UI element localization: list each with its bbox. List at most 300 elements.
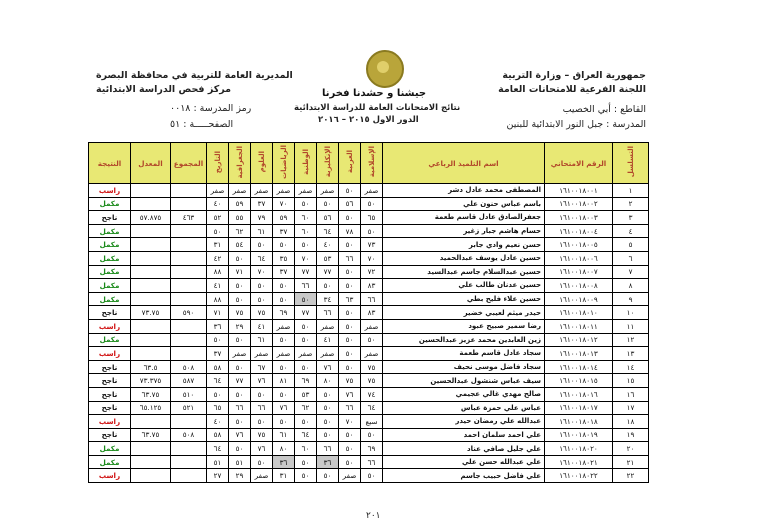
grade-cell: ٦٩ bbox=[295, 374, 317, 388]
grade-cell: ٦٦ bbox=[339, 401, 361, 415]
table-row bbox=[89, 292, 649, 306]
grade-cell: ٥٠ bbox=[339, 360, 361, 374]
grade-cell: ٣٤ bbox=[317, 292, 339, 306]
grade-cell: ٥٠ bbox=[295, 292, 317, 306]
grade-cell: صفر bbox=[251, 347, 273, 361]
column-header bbox=[251, 143, 273, 184]
grade-cell: صفر bbox=[295, 347, 317, 361]
table-row bbox=[89, 224, 649, 238]
student-name-cell: حسن نعيم وادي جابر bbox=[383, 238, 545, 252]
exam-number-cell: ١٦١٠٠١٨٠٠٩ bbox=[545, 292, 613, 306]
serial-cell: ٤ bbox=[613, 224, 649, 238]
serial-cell: ٨ bbox=[613, 279, 649, 293]
student-name-cell: باسم عباس حنون علي bbox=[383, 197, 545, 211]
serial-cell: ١٩ bbox=[613, 428, 649, 442]
grade-cell: ٦٤ bbox=[207, 374, 229, 388]
total-cell: ٥٠٨ bbox=[171, 360, 207, 374]
exam-number-cell: ١٦١٠٠١٨٠٢٢ bbox=[545, 469, 613, 483]
serial-cell: ١١ bbox=[613, 319, 649, 333]
exam-number-cell: ١٦١٠٠١٨٠٠٥ bbox=[545, 238, 613, 252]
grade-cell: ٥٠ bbox=[229, 387, 251, 401]
column-header-label: الجغرافية bbox=[235, 145, 244, 179]
total-cell bbox=[171, 442, 207, 456]
column-header bbox=[317, 143, 339, 184]
grade-cell: ٥٠ bbox=[229, 279, 251, 293]
grade-cell: ٥٠ bbox=[317, 469, 339, 483]
grade-cell: ٥٠ bbox=[295, 333, 317, 347]
average-cell bbox=[131, 333, 171, 347]
average-cell bbox=[131, 319, 171, 333]
grade-cell: ٧٥ bbox=[251, 306, 273, 320]
average-cell bbox=[131, 469, 171, 483]
results-title: نتائج الامتحانات العامة للدراسة الابتدائية bbox=[294, 103, 461, 113]
column-header bbox=[295, 143, 317, 184]
grade-cell: ٥٠ bbox=[207, 333, 229, 347]
grade-cell: ٨٨ bbox=[207, 265, 229, 279]
grade-cell: ٦٩ bbox=[273, 306, 295, 320]
grade-cell: ٦١ bbox=[251, 333, 273, 347]
ministry-emblem-icon bbox=[366, 50, 404, 88]
grade-cell: ٣١ bbox=[207, 238, 229, 252]
result-cell: مكمل bbox=[89, 197, 131, 211]
grade-cell: ٥٠ bbox=[339, 265, 361, 279]
serial-cell: ٢١ bbox=[613, 455, 649, 469]
column-header: اسم التلميذ الرباعي bbox=[383, 143, 545, 184]
result-cell: مكمل bbox=[89, 279, 131, 293]
grade-cell: ٥٠ bbox=[251, 238, 273, 252]
student-name-cell: سيف عباس شنشول عبدالحسين bbox=[383, 374, 545, 388]
grade-cell: ٣٧ bbox=[273, 224, 295, 238]
grade-cell: ٢٩ bbox=[229, 319, 251, 333]
grade-cell: ٧٦ bbox=[251, 442, 273, 456]
student-name-cell: عبدالله علي رمضان حيدر bbox=[383, 415, 545, 429]
grade-cell: ٧٥ bbox=[361, 360, 383, 374]
table-row bbox=[89, 197, 649, 211]
grade-cell: ٥٦ bbox=[339, 197, 361, 211]
grade-cell: ٥٠ bbox=[339, 333, 361, 347]
result-cell: ناجح bbox=[89, 374, 131, 388]
grade-cell: ٦١ bbox=[273, 428, 295, 442]
results-table bbox=[88, 142, 649, 483]
serial-cell: ٢٢ bbox=[613, 469, 649, 483]
serial-cell: ١٨ bbox=[613, 415, 649, 429]
grade-cell: ٦٦ bbox=[361, 455, 383, 469]
grade-cell: ٥٠ bbox=[339, 184, 361, 198]
serial-cell: ١٣ bbox=[613, 347, 649, 361]
grade-cell: ٦٦ bbox=[229, 401, 251, 415]
table-row bbox=[89, 387, 649, 401]
grade-cell: ٥٠ bbox=[251, 455, 273, 469]
grade-cell: ٥٠ bbox=[317, 387, 339, 401]
exam-number-cell: ١٦١٠٠١٨٠٢٠ bbox=[545, 442, 613, 456]
grade-cell: ٥٠ bbox=[229, 333, 251, 347]
average-cell bbox=[131, 184, 171, 198]
exam-number-cell: ١٦١٠٠١٨٠٠٨ bbox=[545, 279, 613, 293]
grade-cell: ٥٩ bbox=[229, 197, 251, 211]
serial-cell: ١ bbox=[613, 184, 649, 198]
grade-cell: ٥٠ bbox=[207, 387, 229, 401]
column-header: الرقم الامتحاني bbox=[545, 143, 613, 184]
grade-cell: صفر bbox=[273, 184, 295, 198]
student-name-cell: حسين عبدالسلام جاسم عبدالسيد bbox=[383, 265, 545, 279]
student-name-cell: المصطفى محمد عادل دشر bbox=[383, 184, 545, 198]
serial-cell: ١٤ bbox=[613, 360, 649, 374]
exam-number-cell: ١٦١٠٠١٨٠١٠ bbox=[545, 306, 613, 320]
grade-cell: صفر bbox=[207, 184, 229, 198]
grade-cell: ٥٠ bbox=[339, 211, 361, 225]
grade-cell: ٧٠ bbox=[361, 251, 383, 265]
grade-cell: ٧٤ bbox=[361, 387, 383, 401]
grade-cell: ٥٠ bbox=[295, 415, 317, 429]
column-header bbox=[229, 143, 251, 184]
grade-cell: ٥٨ bbox=[207, 360, 229, 374]
grade-cell: ٦٠ bbox=[295, 211, 317, 225]
grade-cell: صفر bbox=[361, 319, 383, 333]
grade-cell: ٥٠ bbox=[339, 238, 361, 252]
grade-cell: ٦٧ bbox=[251, 360, 273, 374]
grade-cell: ٥٠ bbox=[339, 319, 361, 333]
table-row bbox=[89, 265, 649, 279]
total-cell bbox=[171, 319, 207, 333]
grade-cell: ٦٥ bbox=[361, 211, 383, 225]
grade-cell: ٥٣ bbox=[317, 251, 339, 265]
student-name-cell: جعفرالصادق عادل قاسم طعمة bbox=[383, 211, 545, 225]
grade-cell: ٥٠ bbox=[339, 279, 361, 293]
grade-cell: ٥٠ bbox=[317, 415, 339, 429]
grade-cell: ٤٢ bbox=[207, 251, 229, 265]
average-cell bbox=[131, 347, 171, 361]
grade-cell: ٥٠ bbox=[251, 387, 273, 401]
average-cell bbox=[131, 238, 171, 252]
average-cell bbox=[131, 197, 171, 211]
exam-number-cell: ١٦١٠٠١٨٠١٤ bbox=[545, 360, 613, 374]
grade-cell: صفر bbox=[317, 347, 339, 361]
serial-cell: ١٧ bbox=[613, 401, 649, 415]
page-number: ٢٠١ bbox=[366, 511, 381, 521]
grade-cell: ٧٣ bbox=[361, 238, 383, 252]
column-header-label: الإسلامية bbox=[367, 146, 376, 178]
total-cell bbox=[171, 184, 207, 198]
student-name-cell: حيدر ميثم لعيبي خضير bbox=[383, 306, 545, 320]
grade-cell: صفر bbox=[339, 469, 361, 483]
grade-cell: ٧٥ bbox=[229, 306, 251, 320]
table-header-row bbox=[89, 143, 649, 184]
grade-cell: صفر bbox=[273, 347, 295, 361]
average-cell bbox=[131, 442, 171, 456]
grade-cell: صفر bbox=[317, 184, 339, 198]
total-cell bbox=[171, 224, 207, 238]
student-name-cell: صالح مهدي غالي عجيمي bbox=[383, 387, 545, 401]
table-row bbox=[89, 428, 649, 442]
grade-cell: ٨٣ bbox=[361, 306, 383, 320]
grade-cell: ٧١ bbox=[229, 265, 251, 279]
grade-cell: صفر bbox=[317, 319, 339, 333]
grade-cell: ٥١ bbox=[207, 455, 229, 469]
column-header-label: الإنكليزية bbox=[323, 146, 332, 178]
exam-number-cell: ١٦١٠٠١٨٠٠٦ bbox=[545, 251, 613, 265]
total-cell bbox=[171, 292, 207, 306]
table-row bbox=[89, 238, 649, 252]
grade-cell: ٧٥ bbox=[339, 374, 361, 388]
grade-cell: ٦١ bbox=[251, 224, 273, 238]
total-cell bbox=[171, 455, 207, 469]
grade-cell: ٣٧ bbox=[273, 265, 295, 279]
grade-cell: ٢٧ bbox=[207, 469, 229, 483]
grade-cell: ٦٤ bbox=[295, 428, 317, 442]
grade-cell: ٥٤ bbox=[229, 238, 251, 252]
result-cell: مكمل bbox=[89, 455, 131, 469]
grade-cell: ٧٥ bbox=[361, 374, 383, 388]
exam-number-cell: ١٦١٠٠١٨٠٠٧ bbox=[545, 265, 613, 279]
average-cell: ٥٧.٨٧٥ bbox=[131, 211, 171, 225]
grade-cell: ٤٠ bbox=[207, 415, 229, 429]
grade-cell: ٦٤ bbox=[207, 442, 229, 456]
student-name-cell: رضا سمير صبيح عبود bbox=[383, 319, 545, 333]
grade-cell: ٦٦ bbox=[295, 279, 317, 293]
grade-cell: ٦٦ bbox=[251, 401, 273, 415]
total-cell bbox=[171, 279, 207, 293]
result-cell: مكمل bbox=[89, 333, 131, 347]
column-header-label: العلوم bbox=[257, 151, 266, 173]
average-cell: ٦٣.٧٥ bbox=[131, 428, 171, 442]
grade-cell: ٧٦ bbox=[317, 360, 339, 374]
exam-number-cell: ١٦١٠٠١٨٠٠٢ bbox=[545, 197, 613, 211]
grade-cell: ٦٤ bbox=[317, 224, 339, 238]
grade-cell: ٧٦ bbox=[273, 401, 295, 415]
grade-cell: صفر bbox=[251, 469, 273, 483]
grade-cell: ٥٠ bbox=[229, 442, 251, 456]
serial-cell: ٢ bbox=[613, 197, 649, 211]
student-name-cell: سجاد عادل قاسم طعمة bbox=[383, 347, 545, 361]
column-header: المعدل bbox=[131, 143, 171, 184]
grade-cell: ٦٤ bbox=[251, 251, 273, 265]
result-cell: ناجح bbox=[89, 360, 131, 374]
total-cell: ٥٢١ bbox=[171, 401, 207, 415]
result-cell: مكمل bbox=[89, 442, 131, 456]
exam-number-cell: ١٦١٠٠١٨٠١٥ bbox=[545, 374, 613, 388]
grade-cell: ٦٠ bbox=[295, 224, 317, 238]
table-row bbox=[89, 415, 649, 429]
school-label: المدرسة : جبل النور الابتدائية للبنين bbox=[506, 119, 646, 130]
grade-cell: ٥٠ bbox=[273, 415, 295, 429]
grade-cell: ٦٦ bbox=[361, 292, 383, 306]
column-header bbox=[361, 143, 383, 184]
exam-number-cell: ١٦١٠٠١٨٠٢١ bbox=[545, 455, 613, 469]
exam-number-cell: ١٦١٠٠١٨٠١٩ bbox=[545, 428, 613, 442]
result-cell: مكمل bbox=[89, 265, 131, 279]
table-row bbox=[89, 251, 649, 265]
column-header: النتيجة bbox=[89, 143, 131, 184]
total-cell: ٥٩٠ bbox=[171, 306, 207, 320]
grade-cell: ٥٠ bbox=[229, 360, 251, 374]
grade-cell: ٧٧ bbox=[229, 374, 251, 388]
grade-cell: ٣٦ bbox=[207, 319, 229, 333]
column-header bbox=[273, 143, 295, 184]
result-cell: راسب bbox=[89, 469, 131, 483]
grade-cell: ٨٣ bbox=[361, 279, 383, 293]
grade-cell: ٥٠ bbox=[251, 415, 273, 429]
grade-cell: ٦٦ bbox=[317, 442, 339, 456]
grade-cell: ٥٠ bbox=[317, 401, 339, 415]
grade-cell: صفر bbox=[229, 347, 251, 361]
grade-cell: ٥٠ bbox=[295, 360, 317, 374]
grade-cell: ٨٠ bbox=[273, 442, 295, 456]
grade-cell: ٥٠ bbox=[339, 306, 361, 320]
grade-cell: ٦٦ bbox=[317, 306, 339, 320]
slogan: جيشنا و حشدنا فخرنا bbox=[322, 88, 427, 99]
grade-cell: ٥٠ bbox=[229, 251, 251, 265]
grade-cell: ٥٦ bbox=[317, 211, 339, 225]
grade-cell: ٥٠ bbox=[251, 279, 273, 293]
result-cell: مكمل bbox=[89, 251, 131, 265]
grade-cell: ٤١ bbox=[317, 333, 339, 347]
grade-cell: صفر bbox=[361, 184, 383, 198]
grade-cell: ٣٧ bbox=[207, 347, 229, 361]
student-name-cell: علي عبدالله حسن علي bbox=[383, 455, 545, 469]
grade-cell: ٥٠ bbox=[295, 455, 317, 469]
column-header-label: التاريخ bbox=[213, 150, 222, 174]
serial-cell: ٣ bbox=[613, 211, 649, 225]
student-name-cell: حسام هاشم جبار زغير bbox=[383, 224, 545, 238]
table-row bbox=[89, 319, 649, 333]
grade-cell: ٥٢ bbox=[207, 211, 229, 225]
table-row bbox=[89, 401, 649, 415]
column-header-label: الوطنية bbox=[301, 149, 310, 175]
grade-cell: ٥٠ bbox=[339, 428, 361, 442]
grade-cell: ٥٠ bbox=[229, 415, 251, 429]
grade-cell: ٥٠ bbox=[273, 279, 295, 293]
center-title: مركز فحص الدراسة الابتدائية bbox=[96, 84, 232, 95]
table-row bbox=[89, 347, 649, 361]
result-cell: مكمل bbox=[89, 238, 131, 252]
serial-cell: ١٠ bbox=[613, 306, 649, 320]
student-name-cell: سجاد فاضل موسى نحيف bbox=[383, 360, 545, 374]
grade-cell: ٧١ bbox=[207, 306, 229, 320]
grade-cell: ٥٠ bbox=[251, 292, 273, 306]
table-row bbox=[89, 442, 649, 456]
grade-cell: ٦٥ bbox=[207, 401, 229, 415]
grade-cell: ٥١ bbox=[229, 455, 251, 469]
grade-cell: ٥٠ bbox=[339, 455, 361, 469]
grade-cell: صفر bbox=[361, 347, 383, 361]
exam-number-cell: ١٦١٠٠١٨٠٠١ bbox=[545, 184, 613, 198]
result-cell: راسب bbox=[89, 415, 131, 429]
grade-cell: ٤١ bbox=[251, 319, 273, 333]
grade-cell: ٦٢ bbox=[295, 401, 317, 415]
total-cell: ٤٦٣ bbox=[171, 211, 207, 225]
grade-cell: ٥٠ bbox=[317, 197, 339, 211]
exam-number-cell: ١٦١٠٠١٨٠١٨ bbox=[545, 415, 613, 429]
grade-cell: ٨١ bbox=[273, 374, 295, 388]
grade-cell: ٥٠ bbox=[273, 292, 295, 306]
grade-cell: ٧٦ bbox=[251, 374, 273, 388]
exam-number-cell: ١٦١٠٠١٨٠١٣ bbox=[545, 347, 613, 361]
result-cell: راسب bbox=[89, 319, 131, 333]
grade-cell: ٧٧ bbox=[295, 265, 317, 279]
table-row bbox=[89, 360, 649, 374]
grade-cell: ٥٠ bbox=[317, 279, 339, 293]
grade-cell: ٦٣ bbox=[339, 292, 361, 306]
total-cell bbox=[171, 333, 207, 347]
grade-cell: صفر bbox=[251, 184, 273, 198]
average-cell: ٦٣.٧٥ bbox=[131, 387, 171, 401]
grade-cell: ٦٢ bbox=[229, 224, 251, 238]
result-cell: راسب bbox=[89, 347, 131, 361]
grade-cell: ٧٧ bbox=[317, 265, 339, 279]
column-header-label: العربية bbox=[345, 150, 354, 174]
grade-cell: ٦٤ bbox=[361, 401, 383, 415]
column-header bbox=[207, 143, 229, 184]
average-cell: ٦٣.٥ bbox=[131, 360, 171, 374]
serial-cell: ٦ bbox=[613, 251, 649, 265]
district-label: القاطع : أبي الخصيب bbox=[562, 104, 646, 115]
grade-cell: ٥٠ bbox=[339, 442, 361, 456]
exam-number-cell: ١٦١٠٠١٨٠١٦ bbox=[545, 387, 613, 401]
student-name-cell: حسين عادل يوسف عبدالحميد bbox=[383, 251, 545, 265]
grade-cell: ٥٠ bbox=[339, 347, 361, 361]
committee-title: اللجنة الفرعية للامتحانات العامة bbox=[498, 84, 646, 95]
average-cell: ٦٥.١٢٥ bbox=[131, 401, 171, 415]
grade-cell: ٥٥ bbox=[229, 211, 251, 225]
grade-cell: ٨٨ bbox=[207, 292, 229, 306]
result-cell: ناجح bbox=[89, 211, 131, 225]
result-cell: ناجح bbox=[89, 387, 131, 401]
grade-cell: ٥٠ bbox=[361, 469, 383, 483]
grade-cell: ٧٢ bbox=[361, 265, 383, 279]
serial-cell: ٢٠ bbox=[613, 442, 649, 456]
table-row bbox=[89, 469, 649, 483]
table-row bbox=[89, 184, 649, 198]
total-cell bbox=[171, 347, 207, 361]
grade-cell: ٧٠ bbox=[339, 415, 361, 429]
grade-cell: ٥٠ bbox=[317, 428, 339, 442]
table-row bbox=[89, 333, 649, 347]
serial-cell: ٧ bbox=[613, 265, 649, 279]
total-cell bbox=[171, 197, 207, 211]
grade-cell: ٧٠ bbox=[295, 251, 317, 265]
session-title: الدور الاول ٢٠١٥ – ٢٠١٦ bbox=[318, 115, 419, 125]
grade-cell: ٤١ bbox=[207, 279, 229, 293]
table-row bbox=[89, 374, 649, 388]
result-cell: مكمل bbox=[89, 224, 131, 238]
table-row bbox=[89, 306, 649, 320]
grade-cell: ٧٠ bbox=[273, 197, 295, 211]
grade-cell: ٢٩ bbox=[229, 469, 251, 483]
grade-cell: ٥٨ bbox=[207, 428, 229, 442]
average-cell bbox=[131, 224, 171, 238]
grade-cell: ٥٠ bbox=[361, 428, 383, 442]
grade-cell: صفر bbox=[273, 319, 295, 333]
grade-cell: ٥٠ bbox=[295, 197, 317, 211]
student-name-cell: عباس علي حمزة عباس bbox=[383, 401, 545, 415]
student-name-cell: علي فاضل حبيب جاسم bbox=[383, 469, 545, 483]
result-cell: ناجح bbox=[89, 428, 131, 442]
average-cell bbox=[131, 455, 171, 469]
student-name-cell: زين العابدين محمد عزيز عبدالحسين bbox=[383, 333, 545, 347]
grade-cell: ٧٩ bbox=[251, 211, 273, 225]
grade-cell: ٥٠ bbox=[295, 469, 317, 483]
student-name-cell: حسين علاء فليح بطي bbox=[383, 292, 545, 306]
serial-cell: ١٥ bbox=[613, 374, 649, 388]
grade-cell: ٣٦ bbox=[273, 455, 295, 469]
grade-cell: ٧٨ bbox=[339, 224, 361, 238]
total-cell: ٥١٠ bbox=[171, 387, 207, 401]
column-header-label: الرياضيات bbox=[279, 145, 288, 179]
grade-cell: ٤٠ bbox=[207, 197, 229, 211]
exam-number-cell: ١٦١٠٠١٨٠٠٤ bbox=[545, 224, 613, 238]
grade-cell: ٦٩ bbox=[361, 442, 383, 456]
student-name-cell: علي احمد سلمان احمد bbox=[383, 428, 545, 442]
